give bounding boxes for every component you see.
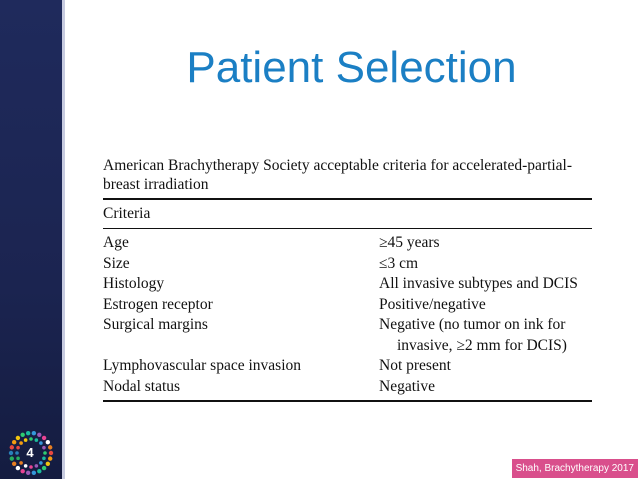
logo-dot <box>49 451 53 455</box>
value-estrogen-receptor: Positive/negative <box>379 295 486 313</box>
value-surgical-margins-line2: invasive, ≥2 mm for DCIS) <box>397 336 567 354</box>
value-surgical-margins-line1: Negative (no tumor on ink for <box>379 316 566 333</box>
logo-dot <box>12 440 16 444</box>
value-surgical-margins <box>379 315 592 356</box>
logo-dot <box>32 471 36 475</box>
criterion-age: Age <box>103 234 129 251</box>
value-lvsi: Not present <box>379 357 451 374</box>
logo-dot <box>43 451 47 455</box>
page-number: 4 <box>26 445 34 460</box>
logo-dot <box>48 445 52 449</box>
criterion-histology: Histology <box>103 275 165 292</box>
logo-dot <box>35 438 39 442</box>
table-row <box>103 377 592 398</box>
value-size: ≤3 cm <box>379 254 419 272</box>
table-row <box>103 315 592 356</box>
logo-dot <box>46 440 50 444</box>
criterion-surgical-margins: Surgical margins <box>103 316 208 333</box>
logo-dot <box>42 466 46 470</box>
logo-dot <box>37 433 41 437</box>
logo-dot <box>42 457 46 461</box>
logo-dot <box>42 436 46 440</box>
logo-dot <box>46 462 50 466</box>
table-bottom-rule <box>103 400 592 402</box>
logo-dot <box>16 436 20 440</box>
logo-dot <box>42 446 46 450</box>
table-caption: American Brachytherapy Society acceptable criteria for accelerated-partial-breast irradiation <box>103 157 573 193</box>
logo-dot <box>9 451 13 455</box>
table-row <box>103 274 592 295</box>
criterion-size: Size <box>103 254 130 272</box>
logo-dot <box>26 431 30 435</box>
table-row <box>103 254 592 275</box>
sidebar-band <box>0 0 62 479</box>
logo-dot <box>39 461 43 465</box>
logo-dot <box>24 438 28 442</box>
table-row <box>103 233 592 254</box>
logo-dot <box>10 445 14 449</box>
criterion-nodal-status: Nodal status <box>103 377 181 395</box>
table-header: Criteria <box>103 205 151 222</box>
logo-dot <box>35 464 39 468</box>
logo-dot <box>24 464 28 468</box>
logo-dot <box>10 456 14 460</box>
citation-badge: Shah, Brachytherapy 2017 <box>512 459 638 478</box>
slide-title: Patient Selection <box>186 43 517 92</box>
value-histology: All invasive subtypes and DCIS <box>379 275 578 292</box>
logo-dot <box>32 431 36 435</box>
logo-dot <box>26 471 30 475</box>
logo-dot <box>20 469 24 473</box>
table-body <box>103 229 592 400</box>
logo-dot <box>29 465 33 469</box>
table-row <box>103 356 592 377</box>
criteria-table <box>103 156 592 402</box>
logo-dot <box>15 451 19 455</box>
logo-dot <box>20 433 24 437</box>
value-age: ≥45 years <box>379 234 440 251</box>
table-row <box>103 295 592 316</box>
logo-dot <box>29 437 33 441</box>
logo-dot <box>19 461 23 465</box>
value-nodal-status: Negative <box>379 377 435 395</box>
criterion-lvsi: Lymphovascular space invasion <box>103 357 302 374</box>
logo-dot <box>16 466 20 470</box>
logo-dot <box>37 469 41 473</box>
logo-dot <box>12 462 16 466</box>
logo-dot <box>48 456 52 460</box>
criterion-estrogen-receptor: Estrogen receptor <box>103 295 213 313</box>
